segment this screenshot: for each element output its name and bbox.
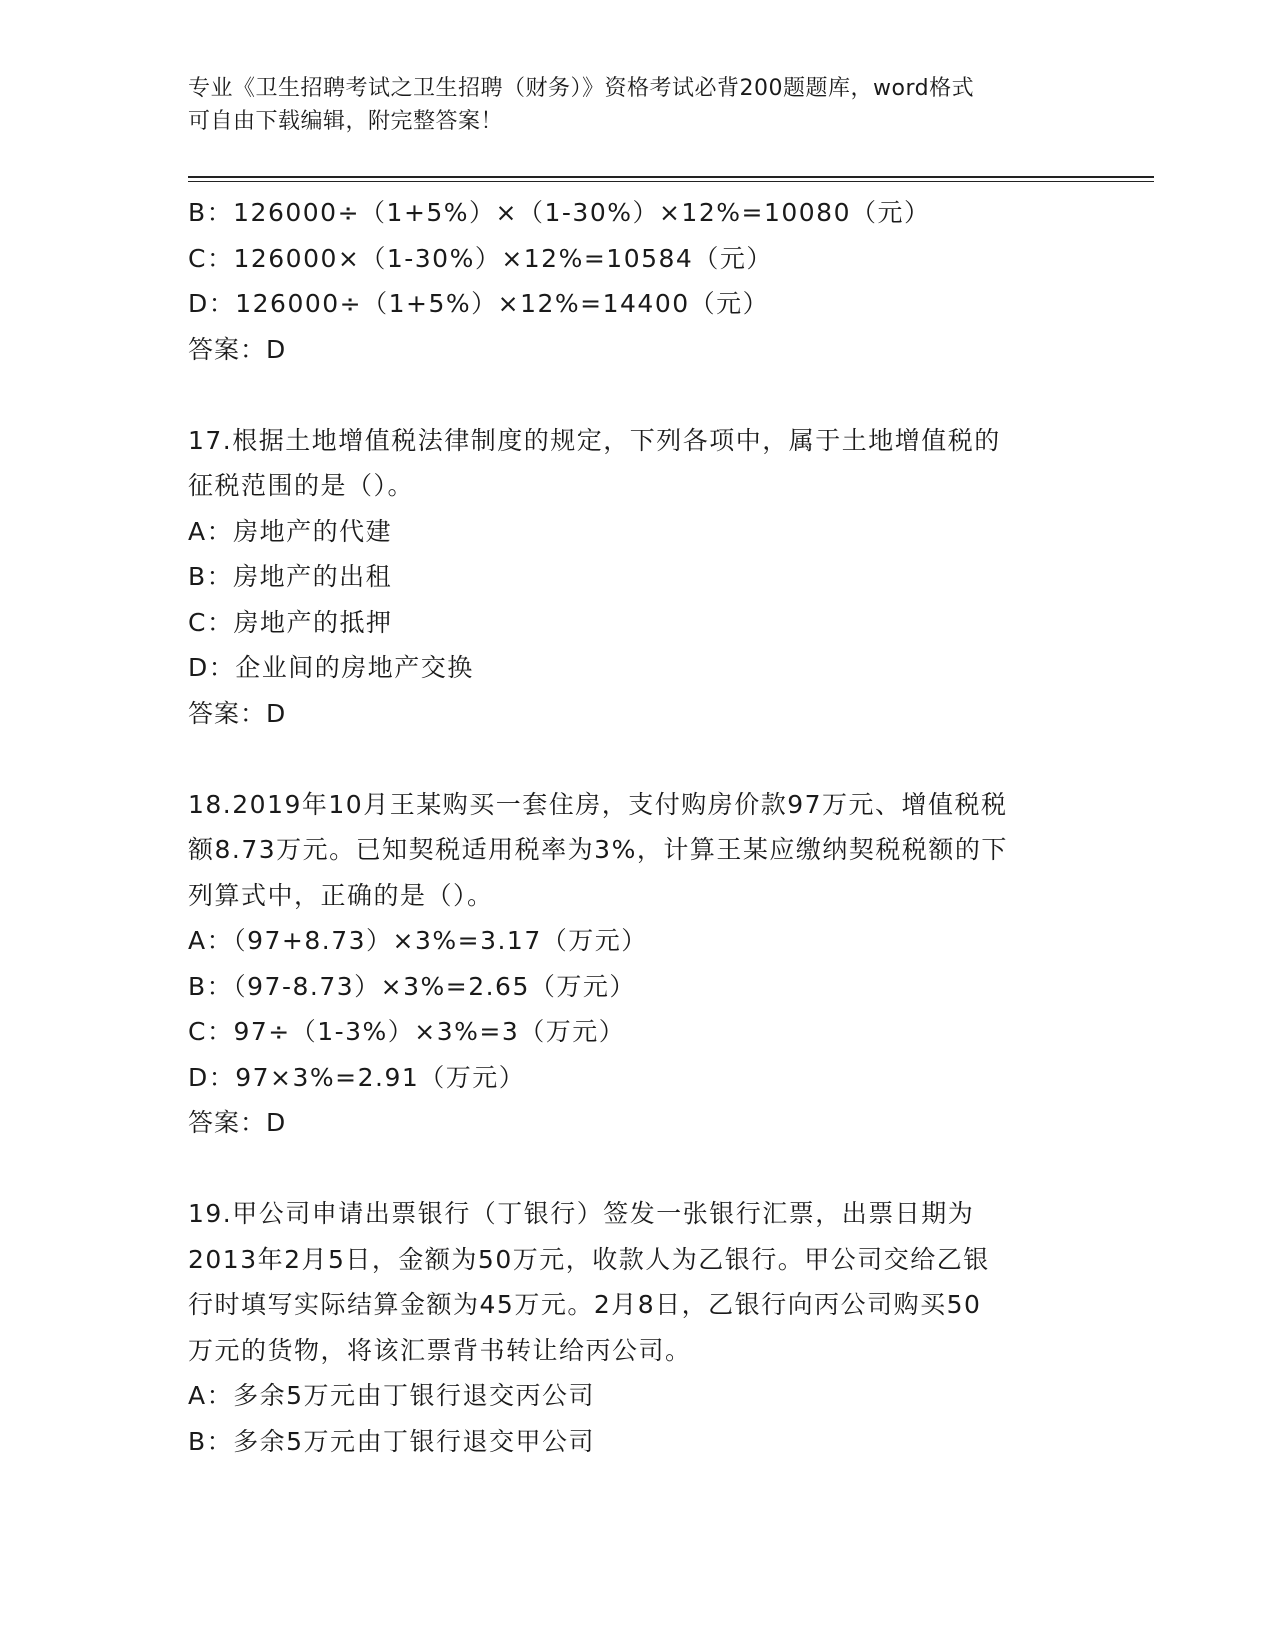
question-text-line: 万元的货物，将该汇票背书转让给丙公司。	[188, 1335, 692, 1365]
spacer	[188, 736, 1088, 782]
page-header	[188, 72, 1068, 138]
option-a: A：多余5万元由丁银行退交丙公司	[188, 1381, 596, 1410]
header-line-2: 可自由下载编辑，附完整答案！	[188, 109, 504, 134]
option-d: D：企业间的房地产交换	[188, 653, 474, 682]
question-text-line: 征税范围的是（）。	[188, 471, 415, 500]
header-divider	[188, 176, 1154, 182]
answer-label: 答案：D	[188, 698, 287, 728]
option-b: B：多余5万元由丁银行退交甲公司	[188, 1426, 596, 1456]
option-b: B：房地产的出租	[188, 562, 393, 591]
header-line-1: 专业《卫生招聘考试之卫生招聘（财务）》资格考试必背200题题库，word格式	[188, 76, 975, 101]
spacer	[188, 372, 1088, 418]
question-text-line: 2013年2月5日，金额为50万元，收款人为乙银行。甲公司交给乙银	[188, 1244, 990, 1274]
prev-question-block	[188, 190, 1088, 372]
question-text-line: 17.根据土地增值税法律制度的规定，下列各项中，属于土地增值税的	[188, 425, 1001, 455]
option-c: C：97÷（1-3%）×3%=3（万元）	[188, 1017, 626, 1046]
option-a: A：房地产的代建	[188, 516, 393, 546]
option-b: B：（97-8.73）×3%=2.65（万元）	[188, 971, 636, 1001]
option-c: C：房地产的抵押	[188, 607, 393, 637]
question-19	[188, 1191, 1088, 1464]
question-text-line: 18.2019年10月王某购买一套住房，支付购房价款97万元、增值税税	[188, 789, 1008, 819]
option-a: A：（97+8.73）×3%=3.17（万元）	[188, 926, 648, 955]
question-text-line: 列算式中，正确的是（）。	[188, 880, 494, 910]
option-d: D：126000÷（1+5%）×12%=14400（元）	[188, 289, 770, 318]
option-d: D：97×3%=2.91（万元）	[188, 1062, 526, 1092]
option-b: B：126000÷（1+5%）×（1-30%）×12%=10080（元）	[188, 198, 931, 227]
spacer	[188, 1146, 1088, 1192]
question-text-line: 行时填写实际结算金额为45万元。2月8日，乙银行向丙公司购买50	[188, 1290, 982, 1319]
question-17	[188, 418, 1088, 737]
question-text-line: 额8.73万元。已知契税适用税率为3%，计算王某应缴纳契税税额的下	[188, 835, 1008, 864]
answer-label: 答案：D	[188, 334, 287, 364]
question-18	[188, 782, 1088, 1146]
answer-label: 答案：D	[188, 1108, 287, 1137]
option-c: C：126000×（1-30%）×12%=10584（元）	[188, 243, 773, 273]
question-text-line: 19.甲公司申请出票银行（丁银行）签发一张银行汇票，出票日期为	[188, 1199, 975, 1228]
document-body	[188, 190, 1088, 1464]
